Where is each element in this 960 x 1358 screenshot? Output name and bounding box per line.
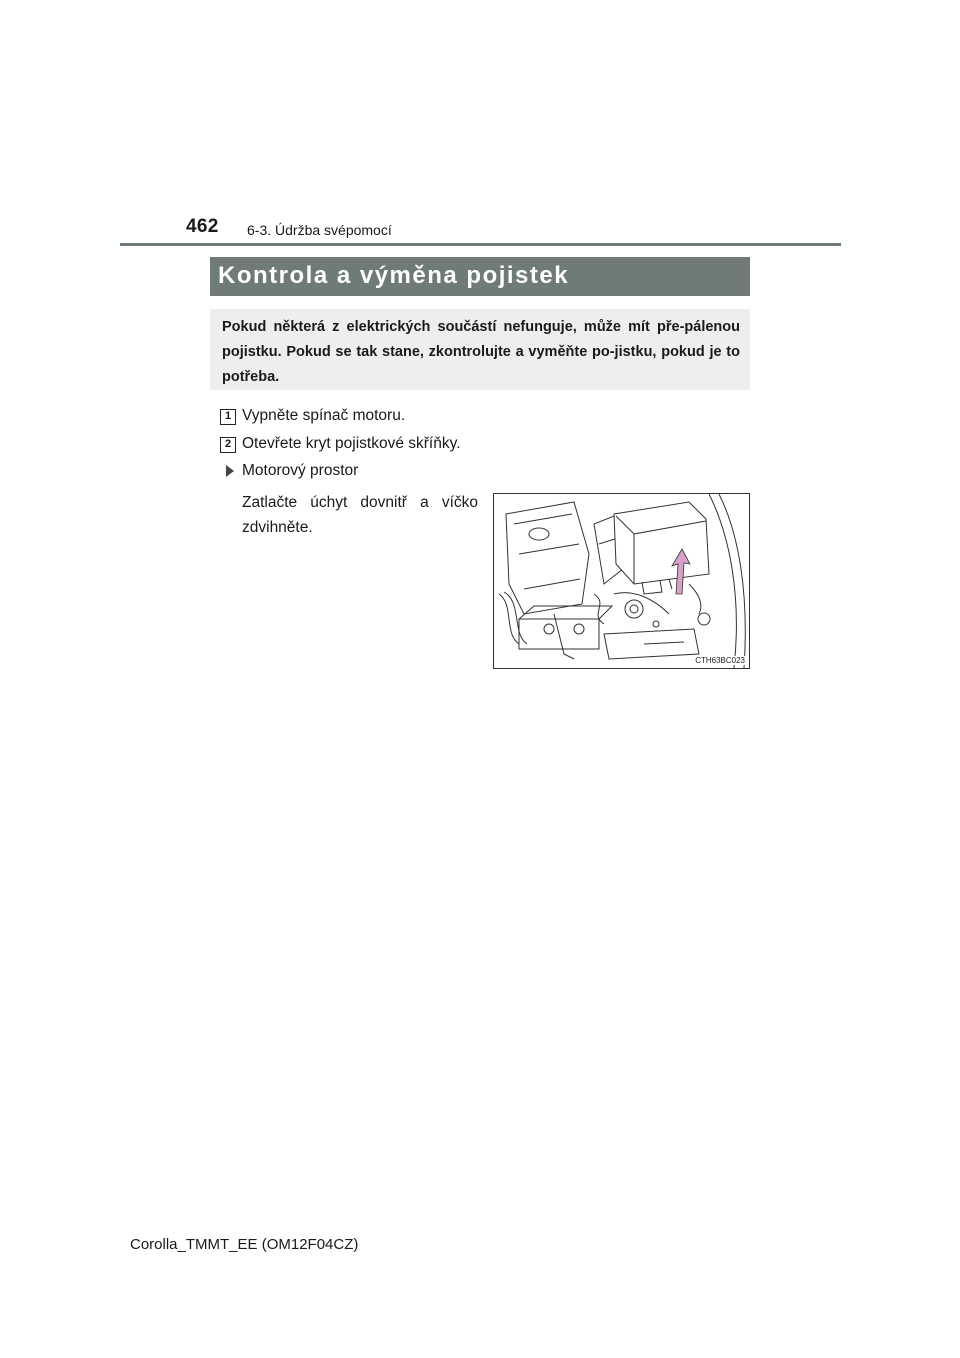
- page-number: 462: [186, 216, 219, 237]
- bullet-arrow-icon: [226, 465, 234, 477]
- page-title: Kontrola a výměna pojistek: [218, 262, 570, 289]
- engine-bay-drawing: [494, 494, 749, 668]
- engine-bay-illustration: [493, 493, 750, 669]
- step-badge-2: 2: [220, 437, 236, 453]
- page-title-bar: [210, 257, 750, 296]
- bullet-text: Motorový prostor: [242, 462, 359, 479]
- intro-box: [210, 309, 750, 390]
- footer-text: Corolla_TMMT_EE (OM12F04CZ): [130, 1236, 359, 1253]
- intro-text: Pokud některá z elektrických součástí nefunguje, může mít pře-pálenou pojistku. Pokud se tak stane, zkontrolujte a vyměňte po-jistku, pokud je to potřeba.: [222, 319, 740, 385]
- figure-code: CTH63BC023: [695, 656, 745, 665]
- step-text-1: Vypněte spínač motoru.: [242, 407, 406, 424]
- section-title: 6-3. Údržba svépomocí: [247, 222, 392, 238]
- instruction-paragraph: Zatlačte úchyt dovnitř a víčko zdvihněte.: [242, 494, 478, 536]
- step-badge-1: 1: [220, 409, 236, 425]
- header-rule: [120, 243, 841, 246]
- step-text-2: Otevřete kryt pojistkové skříňky.: [242, 435, 461, 452]
